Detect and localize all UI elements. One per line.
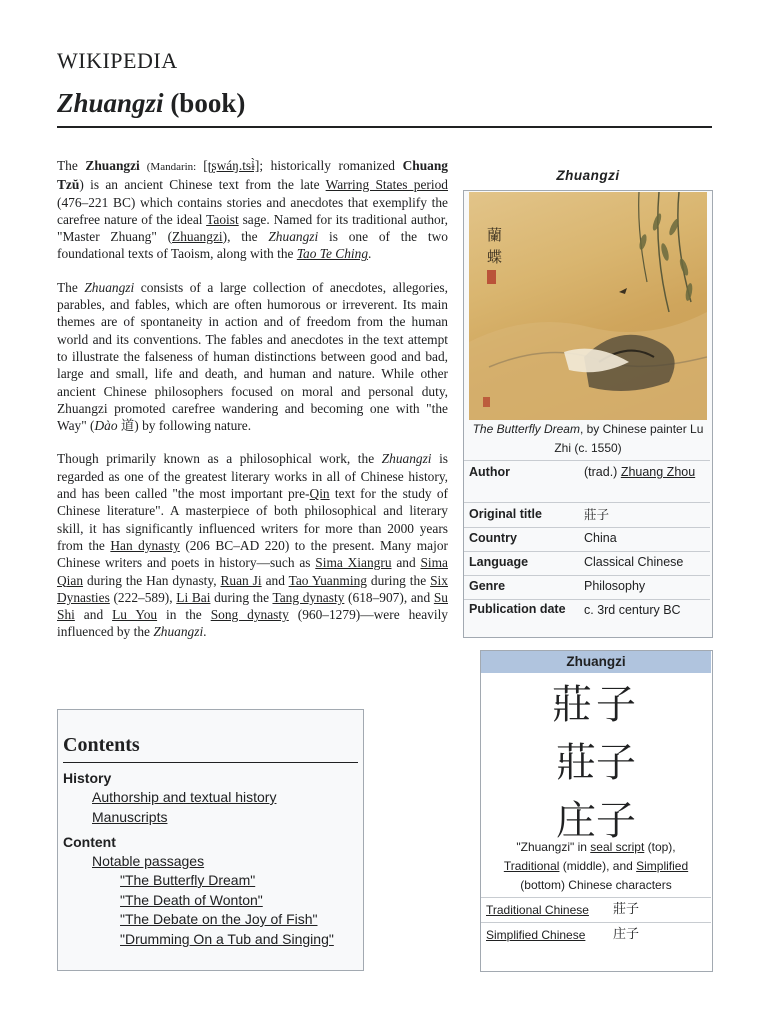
text: (476–221 BC) which contains stories and anecdotes that exemplify the carefree nature of the ideal [57,194,448,227]
text: (206 BC–AD 220) to the present. Many major Chinese writers and poets in history—such as [57,537,448,571]
link-simplified-chinese[interactable]: Simplified Chinese [486,928,586,942]
text: during the Han dynasty, [83,572,221,588]
chinese-caption [481,838,711,895]
text: and [391,555,421,571]
link-qin[interactable]: Qin [309,486,330,502]
link-su-shi[interactable]: Su Shi [57,589,448,623]
text: is one of the two foundational texts of Taoism, along with the [57,229,448,262]
table-of-contents [57,709,364,971]
text: (bottom) Chinese characters [520,878,672,892]
row-key: Language [469,555,529,569]
paragraph-1 [57,157,448,263]
butterfly-dream-painting[interactable] [469,192,707,420]
text: . [368,246,372,262]
toc-item-content[interactable]: Content [63,834,116,850]
link-tao-yuanming[interactable]: Tao Yuanming [288,572,367,588]
link-six-dynasties[interactable]: Six Dynasties [57,572,448,605]
text: (960–1279)—were heavily influenced by the [57,607,448,640]
toc-item-authorship[interactable]: Authorship and textual history [92,789,277,805]
paragraph-2 [57,279,448,435]
link-song-dynasty[interactable]: Song dynasty [210,607,289,623]
text: Though primarily known as a philosophical work, the [57,451,382,467]
italic-term: Zhuangzi [84,279,135,295]
italic-term: Zhuangzi [381,451,432,467]
row-value: Philosophy [584,579,646,593]
ipa-link[interactable]: [ʈʂwáŋ.tsɨ̀] [203,158,260,173]
text: text for the study of Chinese literature". A masterpiece of both philosophical and literary skill, it has significantly influenced writers for more than 2000 years from the [57,486,448,553]
toc-title: Contents [63,734,140,756]
infobox-row-language [464,551,710,576]
svg-text:蘭: 蘭 [487,226,503,244]
title-rest: (book) [170,88,246,118]
toc-item-history[interactable]: History [63,770,112,786]
row-value [584,463,702,482]
infobox-row-publication-date [464,599,710,636]
text: "Zhuangzi" in [516,840,591,854]
image-caption-rest: , by Chinese painter Lu Zhi (c. 1550) [554,422,704,455]
traditional-glyphs: 莊子 [556,740,636,786]
infobox-row-author [464,460,710,503]
traditional-chinese-row [481,897,711,922]
text: The [57,158,86,173]
row-key: Author [469,465,510,479]
paragraph-3 [57,450,448,640]
author-prefix: (trad.) [584,465,621,479]
text: The [57,279,85,295]
row-key: Country [469,531,517,545]
toc-item-joy-of-fish[interactable]: "The Debate on the Joy of Fish" [120,911,318,927]
svg-text:蝶: 蝶 [487,248,503,266]
infobox-row-original-title [464,502,710,528]
text: sage. Named for its traditional author, "Master Zhuang" ( [57,211,448,245]
text: during the [210,589,273,605]
infobox-row-genre [464,575,710,600]
text: is regarded as one of the greatest literary works in all of Chinese history, and has been called "the most important pre- [57,451,448,502]
bold-term: Zhuangzi [85,158,140,173]
toc-rule [63,762,358,763]
image-caption-italic: The Butterfly Dream [472,422,580,436]
link-traditional[interactable]: Traditional [503,859,560,873]
text: and [74,607,113,623]
wikipedia-logo[interactable]: WIKIPEDIA [57,48,178,73]
text: (top), [644,840,676,854]
toc-item-death-of-wonton[interactable]: "The Death of Wonton" [120,892,263,908]
chinese-infobox-header: Zhuangzi [481,651,711,673]
text: and [261,572,289,588]
infobox-row-country [464,527,710,552]
link-ruan-ji[interactable]: Ruan Ji [220,572,262,588]
row-key: Genre [469,579,506,593]
text: . [203,624,207,640]
row-value: 庄子 [613,927,640,942]
link-traditional-chinese[interactable]: Traditional Chinese [486,903,589,917]
text: (222–589), [109,589,177,605]
text: ), the [222,229,269,245]
row-value: China [584,531,617,545]
text: in the [157,607,211,623]
text: (Mandarin: [139,161,204,173]
link-simplified[interactable]: Simplified [636,859,689,873]
row-value: c. 3rd century BC [584,603,681,617]
simplified-glyphs: 庄子 [556,798,636,844]
italic-term: Zhuangzi [268,229,319,245]
article-body [57,157,448,657]
text: consists of a large collection of anecdotes, allegories, parables, and fables, which are often humorous or irreverent. Its main themes are of spontaneity in action and of freedom from the human world and its conventions. The fables and anecdotes in the text attempt to illustrate the falseness of human distinctions between good and bad, large and small, life and death, and human and nature. While other ancient Chinese philosophers focused on moral and personal duty, Zhuangzi promoted carefree wandering and becoming one with "the Way" ( [57,279,448,434]
link-li-bai[interactable]: Li Bai [176,589,211,605]
row-value: Classical Chinese [584,555,684,569]
italic-term: Dào [94,418,118,434]
title-italic: Zhuangzi [57,88,164,118]
simplified-chinese-row [481,922,711,947]
bold-term: Chuang Tzŭ [57,158,448,193]
text: (618–907), and [344,589,434,605]
page-title [57,88,245,119]
text: ; historically romanized [259,158,403,173]
link-zhuangzi[interactable]: Zhuangzi [172,229,223,245]
link-warring-states[interactable]: Warring States period [325,177,449,193]
text: ) is an ancient Chinese text from the late [79,177,326,193]
infobox-caption: Zhuangzi [556,168,620,183]
title-rule [57,126,712,128]
toc-item-manuscripts[interactable]: Manuscripts [92,809,168,825]
row-key: Publication date [469,602,566,616]
italic-term: Zhuangzi [153,624,204,640]
row-key: Original title [469,507,542,521]
link-seal-script[interactable]: seal script [590,840,645,854]
link-sima-qian[interactable]: Sima Qian [57,555,448,588]
image-caption [469,420,707,458]
link-tang-dynasty[interactable]: Tang dynasty [272,589,345,605]
link-sima-xiangru[interactable]: Sima Xiangru [315,555,392,571]
seal-script-glyphs: 莊子 [552,682,640,728]
character-glyphs [481,676,711,850]
link-lu-you[interactable]: Lu You [112,607,158,623]
row-value: 莊子 [613,902,640,917]
toc-item-drumming[interactable]: "Drumming On a Tub and Singing" [120,931,334,947]
text: 道) by following nature. [117,418,252,434]
row-value: 莊子 [584,507,610,522]
text: (middle), and [559,859,637,873]
link-tao-te-ching[interactable]: Tao Te Ching [296,246,369,262]
text: during the [366,572,431,588]
toc-item-butterfly-dream[interactable]: "The Butterfly Dream" [120,872,256,888]
link-taoist[interactable]: Taoist [206,211,239,227]
link-zhuang-zhou[interactable]: Zhuang Zhou [620,465,696,479]
painting-art [469,192,707,420]
link-han-dynasty[interactable]: Han dynasty [110,537,180,553]
toc-item-notable-passages[interactable]: Notable passages [92,853,205,869]
